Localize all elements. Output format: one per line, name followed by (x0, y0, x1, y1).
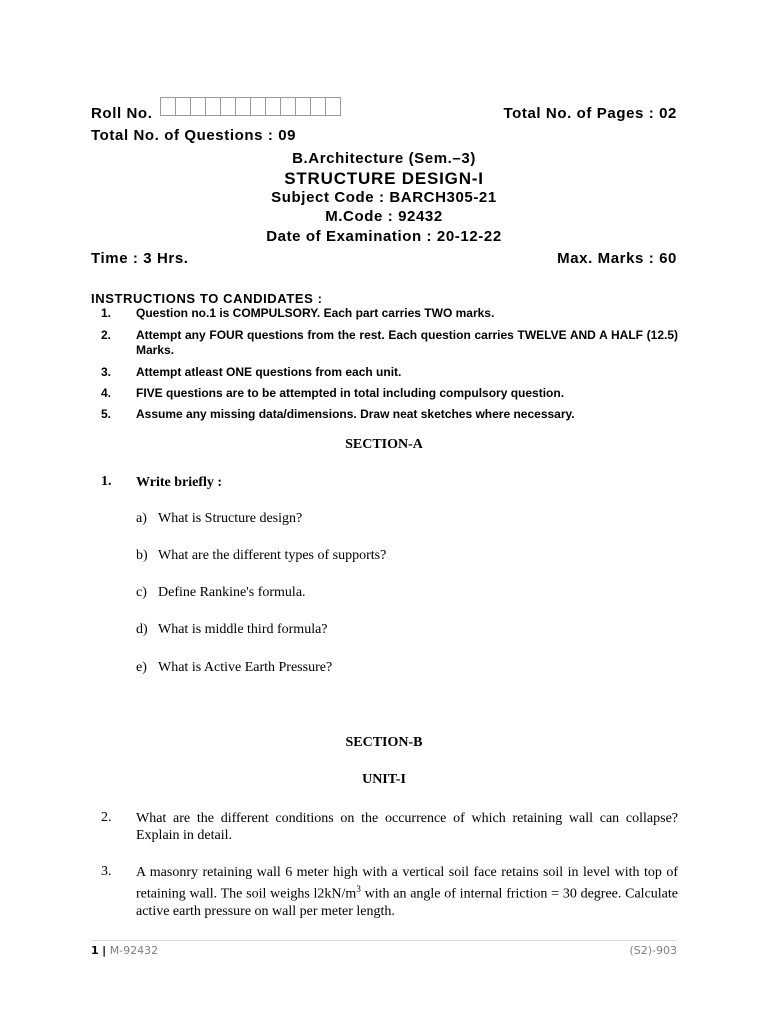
roll-no-box[interactable] (175, 97, 191, 116)
roll-no-box[interactable] (310, 97, 326, 116)
footer-code: M-92432 (109, 944, 159, 957)
unit-heading: UNIT-I (362, 772, 406, 787)
sub-question-text: What is middle third formula? (158, 622, 328, 637)
instruction-num: 4. (101, 386, 112, 400)
roll-no-box[interactable] (235, 97, 251, 116)
footer-right: (S2)-903 (629, 944, 677, 957)
instructions-title: INSTRUCTIONS TO CANDIDATES : (91, 291, 323, 306)
sub-question (136, 660, 332, 676)
max-marks: Max. Marks : 60 (557, 250, 677, 267)
roll-no-box[interactable] (250, 97, 266, 116)
roll-no-box[interactable] (280, 97, 296, 116)
sub-question-label: c) (136, 585, 147, 600)
roll-no-box[interactable] (325, 97, 341, 116)
sub-question-text: What is Active Earth Pressure? (158, 660, 333, 675)
subject-code: Subject Code : BARCH305-21 (271, 189, 497, 206)
footer-left (91, 944, 158, 957)
instruction-text: Attempt atleast ONE questions from each unit. (136, 365, 402, 379)
sub-question-text: What is Structure design? (158, 511, 303, 526)
instruction-text: Attempt any FOUR questions from the rest. Each question carries TWELVE AND A HALF (12.5) Marks. (136, 328, 678, 357)
sub-question (136, 511, 302, 527)
instruction-text: FIVE questions are to be attempted in total including compulsory question. (136, 386, 565, 400)
sub-question (136, 548, 386, 564)
roll-no-box[interactable] (295, 97, 311, 116)
roll-no-box[interactable] (205, 97, 221, 116)
question-number: 1. (101, 474, 112, 489)
instruction-num: 5. (101, 407, 112, 421)
sub-question (136, 585, 306, 601)
roll-no-label: Roll No. (91, 105, 153, 122)
superscript: 3 (356, 884, 361, 894)
instruction-num: 3. (101, 365, 112, 379)
instruction-num: 2. (101, 328, 112, 342)
sub-question-label: a) (136, 511, 147, 526)
instruction-text: Assume any missing data/dimensions. Draw neat sketches where necessary. (136, 407, 575, 421)
sub-question (136, 622, 328, 638)
instruction-num: 1. (101, 306, 112, 320)
section-b-heading: SECTION-B (345, 735, 423, 750)
section-a-heading: SECTION-A (345, 437, 423, 452)
question-number: 3. (101, 864, 112, 879)
m-code: M.Code : 92432 (325, 208, 443, 225)
question-text-part: with an angle of internal friction = 30 degree. Calculate active earth pressure on wall per meter length. (136, 886, 678, 919)
total-questions: Total No. of Questions : 09 (91, 127, 297, 144)
roll-no-box[interactable] (160, 97, 176, 116)
sub-question-label: d) (136, 622, 148, 637)
time: Time : 3 Hrs. (91, 250, 189, 267)
question-number: 2. (101, 810, 112, 825)
total-pages: Total No. of Pages : 02 (503, 105, 677, 122)
question-text: Write briefly : (136, 475, 223, 490)
question-text (136, 864, 678, 920)
sub-question-text: What are the different types of supports? (158, 548, 387, 563)
sub-question-label: e) (136, 660, 147, 675)
page-number: 1 (91, 944, 99, 957)
instruction-text: Question no.1 is COMPULSORY. Each part carries TWO marks. (136, 306, 495, 320)
footer-divider (91, 940, 677, 941)
roll-no-box[interactable] (220, 97, 236, 116)
question-text-part: A masonry retaining wall 6 meter high with a vertical soil face retains soil in level with top of retaining wall. The soil weighs l2kN/m (136, 865, 678, 902)
program: B.Architecture (Sem.–3) (292, 150, 476, 167)
footer-separator: | (102, 944, 107, 957)
roll-no-box[interactable] (265, 97, 281, 116)
roll-no-box[interactable] (190, 97, 206, 116)
sub-question-text: Define Rankine's formula. (158, 585, 306, 600)
sub-question-label: b) (136, 548, 148, 563)
subject-title: STRUCTURE DESIGN-I (284, 169, 484, 188)
question-text: What are the different conditions on the occurrence of which retaining wall can collapse? Explain in detail. (136, 811, 678, 843)
exam-date: Date of Examination : 20-12-22 (266, 228, 502, 245)
roll-no-boxes[interactable] (160, 97, 340, 116)
